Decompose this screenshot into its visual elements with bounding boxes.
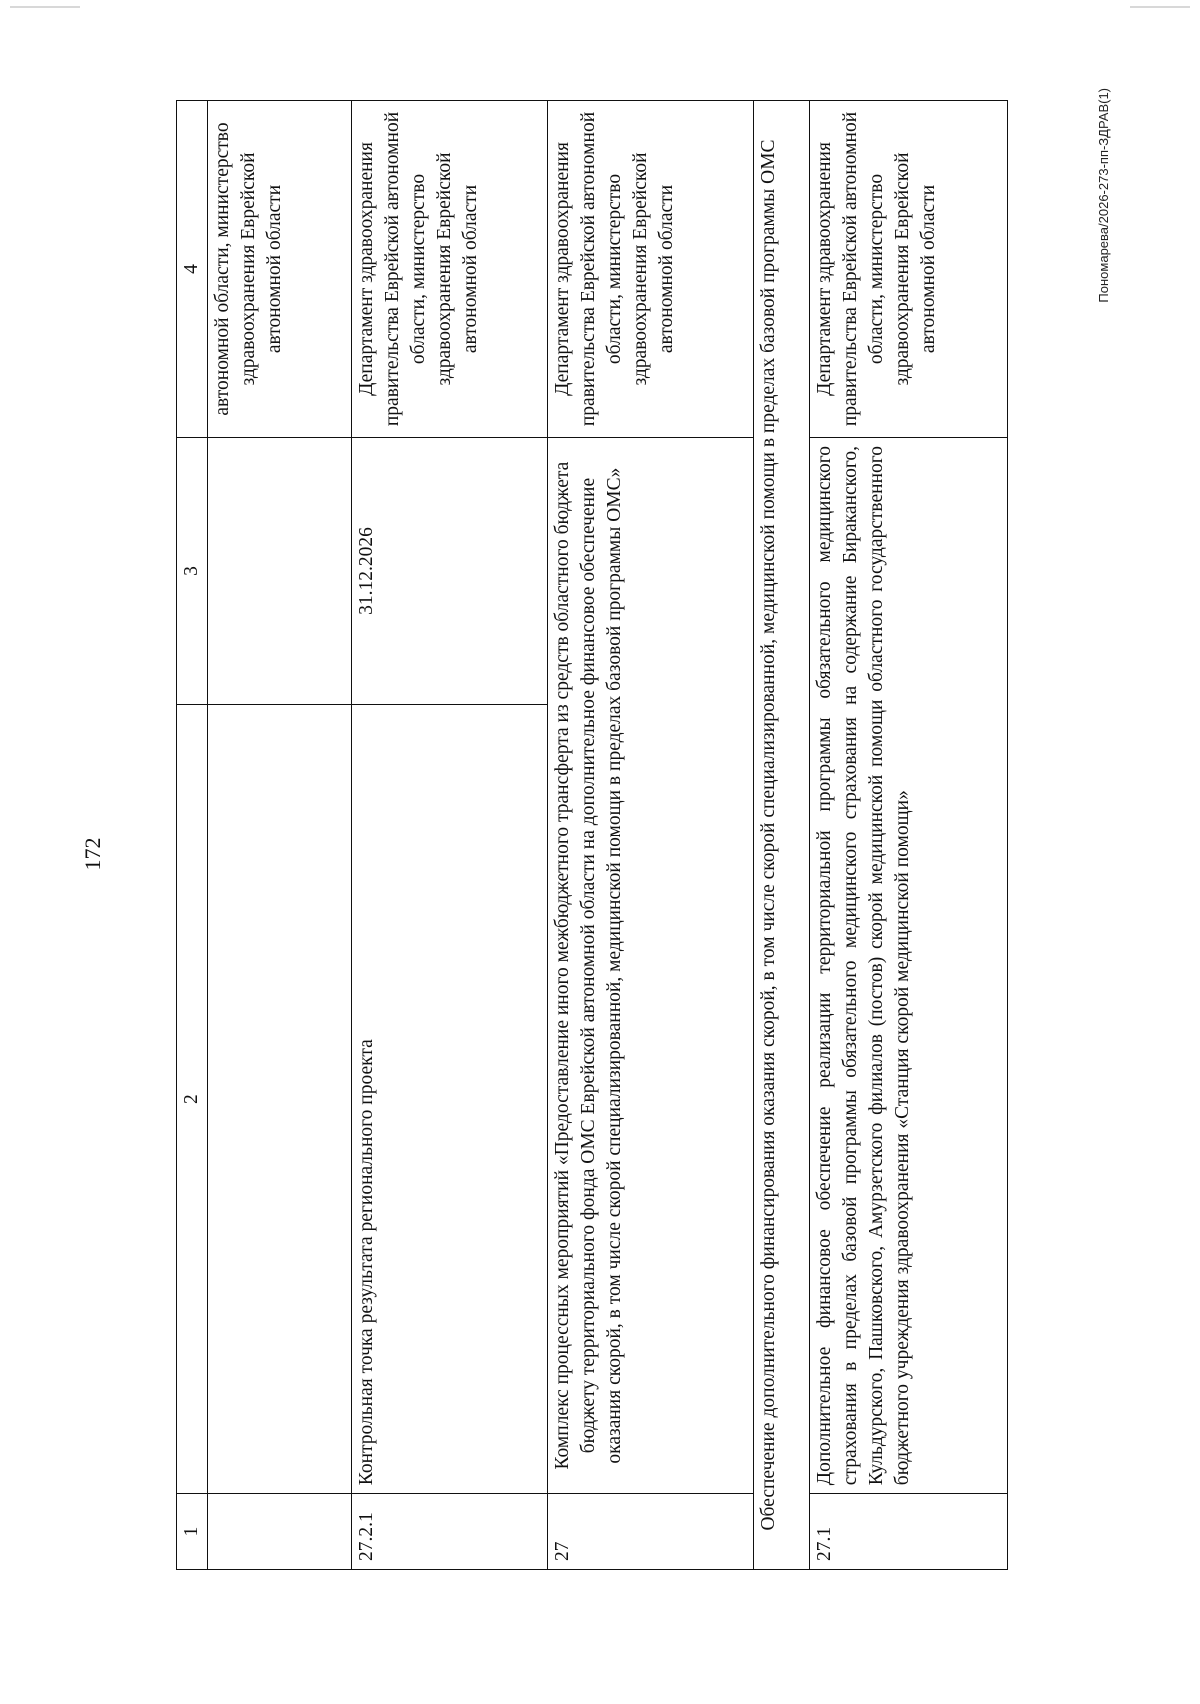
row-number: 27 (548, 1494, 754, 1570)
row-name (208, 704, 352, 1493)
table-row (810, 101, 1008, 1570)
row-date (208, 437, 352, 704)
row-name: Комплекс процессных мероприятий «Предоставление иного межбюджетного трансферта из средств областного бюджета бюджету территориального фонда ОМС Еврейской автономной области на дополнительное финансовое обеспечение оказания скорой, в том числе скорой специализированной, медицинской помощи в пределах базовой программы ОМС» (548, 437, 754, 1493)
row-responsible: автономной области, министерство здравоохранения Еврейской автономной области (208, 101, 352, 438)
header-col-1: 1 (177, 1494, 208, 1570)
header-col-2: 2 (177, 704, 208, 1493)
footer-document-code: Пономарева/2026-273-пп-ЗДРАВ(1) (1096, 88, 1111, 303)
plan-table (176, 100, 1008, 1570)
row-name: Контрольная точка результата регионального проекта (352, 704, 548, 1493)
row-number (208, 1494, 352, 1570)
row-responsible: Департамент здравоохранения правительства Еврейской автономной области, министерство здравоохранения Еврейской автономной области (352, 101, 548, 438)
section-row (754, 101, 810, 1570)
page-number: 172 (80, 837, 105, 871)
row-number: 27.2.1 (352, 1494, 548, 1570)
row-responsible: Департамент здравоохранения правительства Еврейской автономной области, министерство здравоохранения Еврейской автономной области (810, 101, 1008, 438)
table-row (352, 101, 548, 1570)
row-date: 31.12.2026 (352, 437, 548, 704)
row-name: Дополнительное финансовое обеспечение реализации территориальной программы обязательного медицинского страхования в пределах базовой программы обязательного медицинского страхования на содержание Бираканского, Кульдурского, Пашковского, Амурзетского филиалов (постов) скорой медицинской помощи областного государственного бюджетного учреждения здравоохранения «Станция скорой медицинской помощи» (810, 437, 1008, 1493)
header-col-4: 4 (177, 101, 208, 438)
table-row (548, 101, 754, 1570)
row-responsible: Департамент здравоохранения правительства Еврейской автономной области, министерство здравоохранения Еврейской автономной области (548, 101, 754, 438)
section-title: Обеспечение дополнительного финансирования оказания скорой, в том числе скорой специализированной, медицинской помощи в пределах базовой программы ОМС (754, 101, 810, 1570)
row-number: 27.1 (810, 1494, 1008, 1570)
header-col-3: 3 (177, 437, 208, 704)
table-header-row (177, 101, 208, 1570)
table-row (208, 101, 352, 1570)
